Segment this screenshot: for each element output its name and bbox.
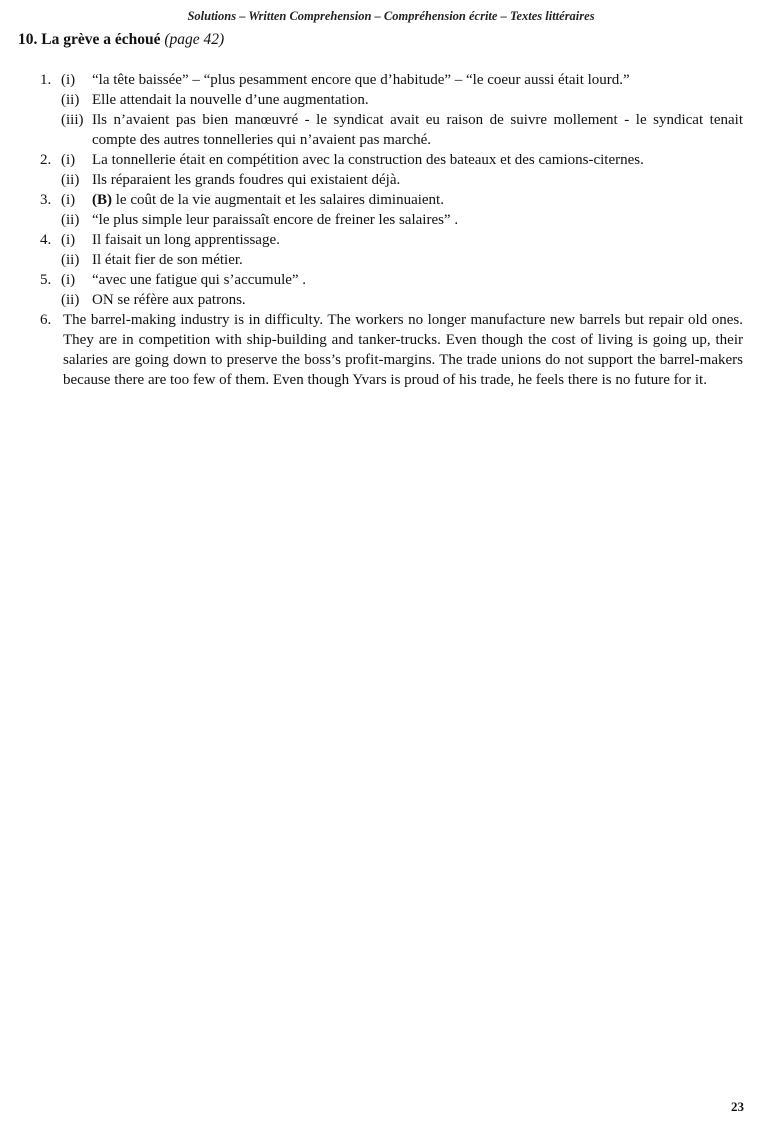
- answer-option-text: le coût de la vie augmentait et les salaires diminuaient.: [115, 192, 444, 208]
- part-label: (ii): [61, 292, 80, 308]
- answer-text: The barrel-making industry is in difficulty. The workers no longer manufacture new barrels but repair old ones. They are in competition with ship-building and tanker-trucks. Even though the cost of living is going up, their salaries are going down to preserve the boss’s profit-margins. The trade unions do not support the barrel-makers because there are too few of them. Even though Yvars is proud of his trade, he feels there is no future for it.: [63, 312, 743, 388]
- answer-part: [0, 270, 782, 290]
- question-number: 2.: [40, 152, 52, 168]
- question-number: 6.: [40, 312, 52, 328]
- question-6: [0, 310, 782, 390]
- answer-paragraph: [0, 310, 782, 390]
- part-label: (ii): [61, 212, 80, 228]
- answer-part: [0, 230, 782, 250]
- answer-text: ON se réfère aux patrons.: [92, 292, 246, 308]
- answer-text: Ils n’avaient pas bien manœuvré - le syndicat avait eu raison de suivre mollement - le syndicat tenait compte des autres tonnelleries qui n’avaient pas marché.: [92, 112, 743, 148]
- answer-text: “avec une fatigue qui s’accumule” .: [92, 272, 307, 288]
- answer-text: [92, 190, 743, 210]
- answer-part: [0, 170, 782, 190]
- answer-text: “la tête baissée” – “plus pesamment encore que d’habitude” – “le coeur aussi était lourd.”: [92, 72, 630, 88]
- question-1: [0, 70, 782, 150]
- question-number: 3.: [40, 192, 52, 208]
- answer-part: [0, 250, 782, 270]
- answer-text: Ils réparaient les grands foudres qui existaient déjà.: [92, 172, 401, 188]
- answer-part: [0, 290, 782, 310]
- question-5: [0, 270, 782, 310]
- part-label: (i): [61, 192, 76, 208]
- part-label: (i): [61, 152, 76, 168]
- part-label: (iii): [61, 112, 84, 128]
- answer-text: La tonnellerie était en compétition avec la construction des bateaux et des camions-citernes.: [92, 152, 644, 168]
- question-number: 1.: [40, 72, 52, 88]
- answer-text: Il était fier de son métier.: [92, 252, 243, 268]
- part-label: (i): [61, 72, 76, 88]
- part-label: (i): [61, 232, 76, 248]
- section-page-ref: (page 42): [164, 31, 225, 48]
- answer-list: [0, 70, 782, 390]
- answer-part: [0, 190, 782, 210]
- question-4: [0, 230, 782, 270]
- answer-part: [0, 90, 782, 110]
- question-number: 4.: [40, 232, 52, 248]
- answer-part: [0, 150, 782, 170]
- answer-part: [0, 110, 782, 150]
- part-label: (ii): [61, 252, 80, 268]
- running-header: Solutions – Written Comprehension – Compréhension écrite – Textes littéraires: [187, 9, 595, 23]
- answer-part: [0, 210, 782, 230]
- answer-text: Il faisait un long apprentissage.: [92, 232, 280, 248]
- part-label: (i): [61, 272, 76, 288]
- question-number: 5.: [40, 272, 52, 288]
- answer-option: (B): [92, 192, 112, 208]
- section-title: 10. La grève a échoué: [18, 31, 161, 48]
- answer-text: Elle attendait la nouvelle d’une augmentation.: [92, 92, 369, 108]
- part-label: (ii): [61, 92, 80, 108]
- question-3: [0, 190, 782, 230]
- answer-text: “le plus simple leur paraissaît encore de freiner les salaires” .: [92, 212, 459, 228]
- answer-part: [0, 70, 782, 90]
- section-heading: [18, 30, 224, 50]
- page-number: 23: [731, 1099, 744, 1114]
- part-label: (ii): [61, 172, 80, 188]
- question-2: [0, 150, 782, 190]
